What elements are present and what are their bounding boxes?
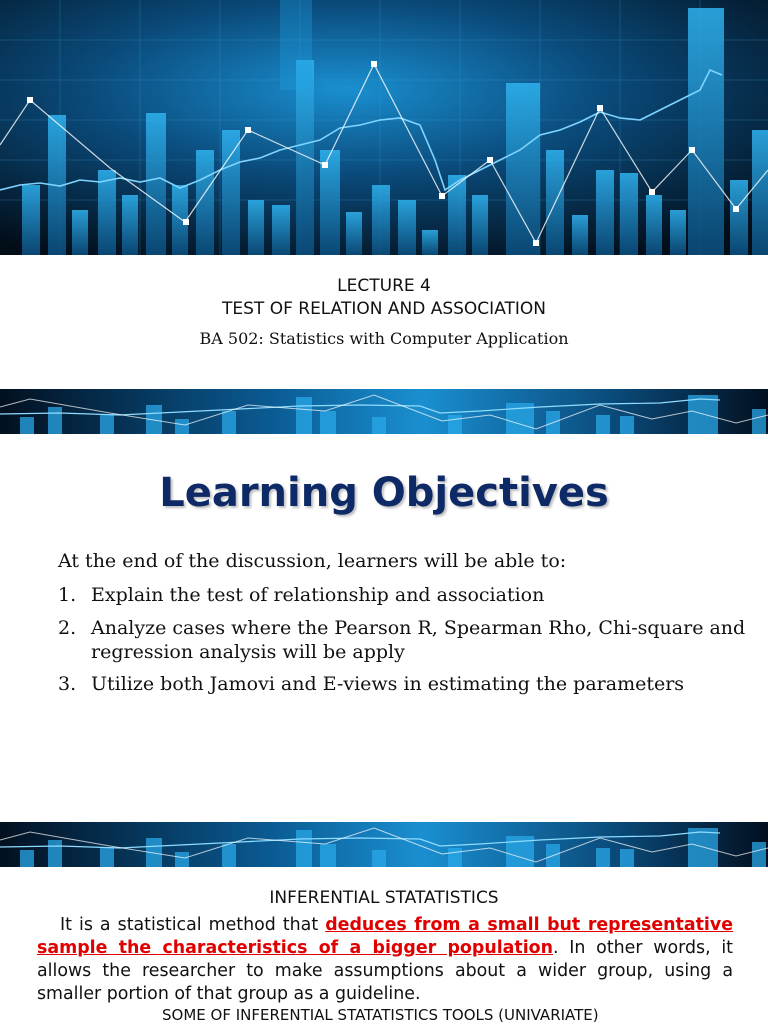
learning-objectives-title: Learning Objectives <box>159 470 609 516</box>
definition-lead: It is a statistical method that <box>60 915 326 935</box>
objective-number: 2. <box>58 617 77 639</box>
lecture-title: TEST OF RELATION AND ASSOCIATION <box>221 299 546 319</box>
header-strip-banner <box>0 389 768 434</box>
definition-rest: . In other words, it allows the researcher to make assumptions about a wider group, using a smaller portion of that group as a guideline. <box>37 938 733 1004</box>
strip-chart-graphic <box>0 389 768 434</box>
section-strip-banner <box>0 822 768 867</box>
inferential-statistics-definition <box>37 914 733 1006</box>
lecture-number: LECTURE 4 <box>337 276 431 296</box>
strip-chart-graphic <box>0 822 768 867</box>
inferential-statistics-title: INFERENTIAL STATATISTICS <box>269 888 499 908</box>
objectives-intro: At the end of the discussion, learners will be able to: <box>58 550 567 572</box>
objective-text: Explain the test of relationship and association <box>91 584 545 606</box>
objective-text: Analyze cases where the Pearson R, Spearman Rho, Chi-square and regression analysis will be apply <box>91 617 746 663</box>
objective-number: 3. <box>58 673 77 695</box>
objective-number: 1. <box>58 584 77 606</box>
hero-finance-banner <box>0 0 768 255</box>
definition-highlight: deduces from a small but representative sample the characteristics of a bigger population <box>37 915 733 958</box>
objective-text: Utilize both Jamovi and E-views in estimating the parameters <box>91 673 685 695</box>
course-subtitle: BA 502: Statistics with Computer Application <box>199 329 569 348</box>
inferential-tools-heading: SOME OF INFERENTIAL STATATISTICS TOOLS (UNIVARIATE) <box>162 1006 599 1024</box>
finance-chart-graphic <box>0 0 768 255</box>
